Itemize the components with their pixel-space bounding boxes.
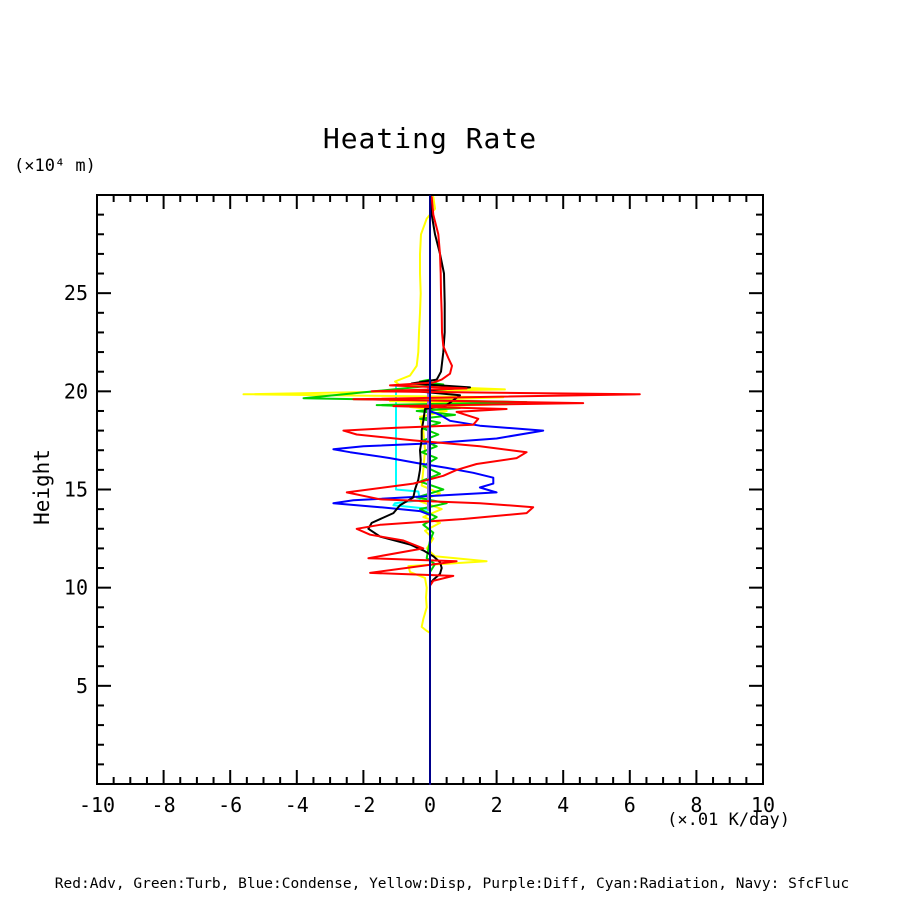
svg-text:-4: -4 bbox=[284, 793, 309, 817]
svg-text:5: 5 bbox=[75, 673, 88, 698]
svg-text:15: 15 bbox=[63, 477, 88, 502]
svg-text:-2: -2 bbox=[351, 793, 376, 817]
x-axis-unit-label: (×.01 K/day) bbox=[667, 810, 790, 830]
svg-text:-10: -10 bbox=[78, 793, 116, 817]
svg-text:-8: -8 bbox=[151, 793, 176, 817]
svg-text:10: 10 bbox=[63, 575, 88, 600]
legend-text: Red:Adv, Green:Turb, Blue:Condense, Yellow:Disp, Purple:Diff, Cyan:Radiation, Navy: SfcFluc bbox=[54, 876, 850, 892]
svg-text:10: 10 bbox=[750, 793, 776, 817]
svg-text:25: 25 bbox=[63, 281, 88, 306]
series-black-curve bbox=[368, 197, 470, 784]
svg-text:-6: -6 bbox=[218, 793, 243, 817]
series-cyan-curve bbox=[393, 197, 430, 784]
svg-text:0: 0 bbox=[423, 793, 437, 817]
svg-text:2: 2 bbox=[490, 793, 503, 817]
chart-title: Heating Rate bbox=[322, 122, 538, 155]
svg-text:4: 4 bbox=[557, 793, 570, 817]
y-tick-labels bbox=[64, 281, 88, 698]
y-axis-unit-label: (×10⁴ m) bbox=[14, 156, 96, 176]
y-axis-label: Height bbox=[30, 449, 54, 525]
svg-text:6: 6 bbox=[623, 793, 636, 817]
svg-text:8: 8 bbox=[690, 793, 703, 817]
svg-text:20: 20 bbox=[63, 379, 88, 404]
